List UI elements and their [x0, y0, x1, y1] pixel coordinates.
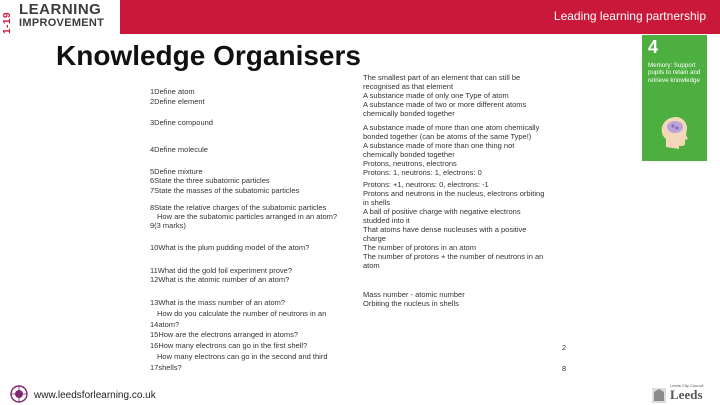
- answer-13b: atom: [363, 261, 380, 270]
- leeds-council-small-text: Leeds City Council: [670, 383, 704, 388]
- question-6: 6State the three subatomic particles: [150, 176, 270, 185]
- question-17: How many electrons can go in the second and third: [157, 352, 328, 361]
- answer-3b: chemically bonded together: [363, 109, 455, 118]
- answer-4b: bonded together (can be atoms of the same Type!): [363, 132, 532, 141]
- answer-9b: in shells: [363, 198, 391, 207]
- header-bar: [0, 0, 720, 36]
- answer-10b: studded into it: [363, 216, 410, 225]
- memory-badge: [642, 35, 707, 161]
- question-4: 4Define molecule: [150, 145, 208, 154]
- question-17-end: 17shells?: [150, 363, 182, 372]
- partnership-text: Leading learning partnership: [553, 9, 706, 23]
- answer-13a: The number of protons + the number of neutrons in an: [363, 252, 544, 261]
- logo-text-learning: LEARNING: [19, 1, 102, 18]
- answer-11a: That atoms have dense nucleuses with a positive: [363, 225, 527, 234]
- question-9: How are the subatomic particles arranged in an atom?: [157, 212, 338, 221]
- question-2: 2Define element: [150, 97, 205, 106]
- answer-12: The number of protons in an atom: [363, 243, 476, 252]
- page-title: Knowledge Organisers: [56, 40, 361, 71]
- answer-2: A substance made of only one Type of atom: [363, 91, 509, 100]
- question-1: 1Define atom: [150, 87, 195, 96]
- answer-5b: chemically bonded together: [363, 150, 455, 159]
- question-15: 15How are the electrons arranged in atoms?: [150, 330, 299, 339]
- question-12: 12What is the atomic number of an atom?: [150, 275, 290, 284]
- question-9-marks: 9(3 marks): [150, 221, 186, 230]
- logo-number: 1-19: [2, 11, 13, 34]
- answer-5a: A substance made of more than one thing not: [363, 141, 515, 150]
- answer-10a: A ball of positive charge with negative electrons: [363, 207, 521, 216]
- answer-1b: recognised as that element: [363, 82, 454, 91]
- question-13: 13What is the mass number of an atom?: [150, 298, 286, 307]
- answer-1a: The smallest part of an element that can still be: [363, 73, 521, 82]
- leeds-for-learning-icon: [10, 385, 28, 403]
- question-14: How do you calculate the number of neutrons in an: [157, 309, 327, 318]
- answer-17: 8: [562, 364, 567, 373]
- logo-text-improvement: IMPROVEMENT: [19, 17, 105, 29]
- question-14-end: 14atom?: [150, 320, 180, 329]
- question-7: 7State the masses of the subatomic particles: [150, 186, 300, 195]
- answer-9a: Protons and neutrons in the nucleus, electrons orbiting: [363, 189, 545, 198]
- question-11: 11What did the gold foil experiment prove?: [150, 266, 293, 275]
- answer-3a: A substance made of two or more different atoms: [363, 100, 527, 109]
- logo: [0, 0, 120, 36]
- brain-head-icon: [660, 115, 688, 149]
- question-5: 5Define mixture: [150, 167, 203, 176]
- badge-text: Memory: Support pupils to retain and retrieve knowledge: [648, 62, 701, 84]
- answer-11b: charge: [363, 234, 386, 243]
- question-3: 3Define compound: [150, 118, 213, 127]
- answer-8: Protons: +1, neutrons: 0, electrons: -1: [363, 180, 489, 189]
- question-16: 16How many electrons can go in the first shell?: [150, 341, 308, 350]
- answer-4a: A substance made of more than one atom chemically: [363, 123, 540, 132]
- question-8: 8State the relative charges of the subatomic particles: [150, 203, 327, 212]
- answer-16: 2: [562, 343, 567, 352]
- answer-7: Protons: 1, neutrons: 1, electrons: 0: [363, 168, 482, 177]
- badge-number: 4: [648, 37, 659, 57]
- answer-6: Protons, neutrons, electrons: [363, 159, 457, 168]
- answer-14: Mass number - atomic number: [363, 290, 465, 299]
- answer-15: Orbiting the nucleus in shells: [363, 299, 459, 308]
- question-10: 10What is the plum pudding model of the atom?: [150, 243, 310, 252]
- footer-website-link[interactable]: www.leedsforlearning.co.uk: [34, 390, 156, 401]
- leeds-text: Leeds: [670, 387, 703, 402]
